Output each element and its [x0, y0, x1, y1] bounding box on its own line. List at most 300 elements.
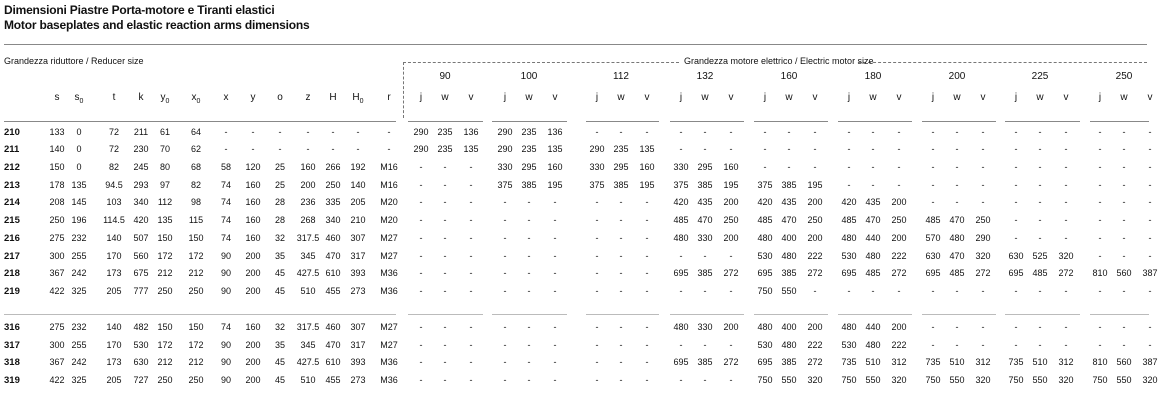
motor-cell: 420 — [757, 197, 773, 207]
motor-cell: - — [645, 233, 649, 243]
motor-cell: - — [897, 162, 901, 172]
table-cell: 250 — [188, 375, 204, 385]
motor-cell: - — [679, 144, 683, 154]
header-underline — [408, 121, 483, 122]
series-separator — [922, 314, 996, 315]
motor-cell: - — [553, 233, 557, 243]
table-cell: 242 — [71, 357, 87, 367]
motor-cell: 330 — [673, 162, 689, 172]
table-cell: 510 — [300, 375, 316, 385]
table-cell: 317 — [350, 251, 366, 261]
series-separator — [838, 314, 912, 315]
column-header: s — [54, 92, 60, 103]
table-cell: 170 — [106, 251, 122, 261]
table-cell: 212 — [188, 268, 204, 278]
table-cell: 268 — [300, 215, 316, 225]
motor-cell: 525 — [1032, 251, 1048, 261]
table-cell: 45 — [274, 268, 286, 278]
motor-cell: - — [1014, 340, 1018, 350]
motor-cell: 320 — [1058, 251, 1074, 261]
motor-cell: - — [1014, 322, 1018, 332]
motor-cell: - — [1014, 127, 1018, 137]
table-cell: 255 — [71, 251, 87, 261]
motor-cell: - — [1098, 251, 1102, 261]
motor-cell: - — [847, 180, 851, 190]
motor-cell: - — [955, 197, 959, 207]
motor-cell: - — [679, 340, 683, 350]
motor-sub-header: j — [1098, 92, 1102, 103]
table-cell: M36 — [380, 375, 398, 385]
table-cell: 777 — [133, 286, 149, 296]
table-cell: 317.5 — [296, 233, 320, 243]
motor-cell: - — [1064, 322, 1068, 332]
motor-cell: - — [1098, 286, 1102, 296]
motor-cell: - — [645, 215, 649, 225]
table-cell: 35 — [274, 340, 286, 350]
motor-cell: - — [955, 340, 959, 350]
table-cell: 325 — [71, 375, 87, 385]
motor-cell: - — [645, 268, 649, 278]
motor-cell: - — [981, 180, 985, 190]
motor-cell: - — [813, 127, 817, 137]
motor-cell: - — [1098, 162, 1102, 172]
motor-cell: 550 — [865, 375, 881, 385]
motor-cell: - — [1064, 127, 1068, 137]
table-cell: 210 — [350, 215, 366, 225]
motor-cell: - — [419, 233, 423, 243]
table-cell: M16 — [380, 162, 398, 172]
motor-cell: 435 — [781, 197, 797, 207]
table-cell: M36 — [380, 268, 398, 278]
motor-cell: 330 — [697, 233, 713, 243]
motor-cell: - — [679, 375, 683, 385]
motor-cell: 480 — [757, 233, 773, 243]
series-separator — [4, 314, 396, 315]
motor-cell: - — [1148, 251, 1152, 261]
motor-cell: 200 — [807, 233, 823, 243]
motor-cell: - — [1064, 215, 1068, 225]
motor-cell: - — [1064, 162, 1068, 172]
title-english: Motor baseplates and elastic reaction arms dimensions — [4, 18, 310, 32]
table-cell: 200 — [300, 180, 316, 190]
motor-cell: 330 — [589, 162, 605, 172]
motor-cell: - — [443, 215, 447, 225]
motor-cell: - — [729, 340, 733, 350]
motor-cell: - — [595, 251, 599, 261]
motor-bracket-left — [403, 62, 679, 63]
motor-cell: - — [931, 162, 935, 172]
motor-cell: 735 — [1008, 357, 1024, 367]
table-cell: 250 — [157, 375, 173, 385]
motor-cell: - — [595, 197, 599, 207]
table-cell: - — [387, 127, 391, 137]
table-cell: 28 — [274, 197, 286, 207]
table-cell: 510 — [300, 286, 316, 296]
motor-sub-header: j — [931, 92, 935, 103]
motor-cell: - — [871, 162, 875, 172]
motor-cell: - — [1148, 286, 1152, 296]
table-cell: 340 — [325, 215, 341, 225]
motor-group-header: 100 — [520, 71, 538, 82]
motor-cell: - — [1122, 322, 1126, 332]
motor-cell: - — [1098, 144, 1102, 154]
motor-cell: 480 — [781, 340, 797, 350]
motor-cell: 750 — [1092, 375, 1108, 385]
motor-cell: 695 — [1008, 268, 1024, 278]
motor-cell: 312 — [1058, 357, 1074, 367]
row-id: 318 — [4, 357, 20, 368]
motor-cell: - — [619, 286, 623, 296]
table-cell: - — [224, 127, 228, 137]
table-cell: 178 — [49, 180, 65, 190]
table-cell: 610 — [325, 357, 341, 367]
motor-cell: - — [1098, 340, 1102, 350]
series-separator — [754, 314, 828, 315]
motor-cell: - — [813, 162, 817, 172]
table-cell: 610 — [325, 268, 341, 278]
table-cell: 275 — [49, 233, 65, 243]
motor-cell: 385 — [613, 180, 629, 190]
column-header — [161, 92, 170, 105]
motor-sub-header: v — [468, 92, 474, 103]
motor-cell: - — [847, 162, 851, 172]
motor-cell: 272 — [891, 268, 907, 278]
motor-cell: 510 — [1032, 357, 1048, 367]
table-cell: 507 — [133, 233, 149, 243]
motor-cell: - — [813, 286, 817, 296]
motor-cell: 312 — [891, 357, 907, 367]
motor-cell: 235 — [437, 127, 453, 137]
motor-cell: 385 — [697, 268, 713, 278]
motor-cell: 250 — [723, 215, 739, 225]
motor-cell: - — [595, 375, 599, 385]
table-cell: 192 — [350, 162, 366, 172]
motor-cell: - — [981, 144, 985, 154]
table-cell: 90 — [220, 286, 232, 296]
motor-cell: 222 — [891, 251, 907, 261]
motor-cell: 135 — [639, 144, 655, 154]
table-cell: 45 — [274, 286, 286, 296]
motor-cell: - — [503, 197, 507, 207]
table-cell: 255 — [71, 340, 87, 350]
motor-cell: 320 — [891, 375, 907, 385]
motor-cell: - — [847, 286, 851, 296]
table-cell: 160 — [300, 162, 316, 172]
table-cell: 727 — [133, 375, 149, 385]
motor-cell: - — [703, 251, 707, 261]
motor-cell: 810 — [1092, 268, 1108, 278]
motor-cell: - — [1014, 233, 1018, 243]
motor-cell: 485 — [673, 215, 689, 225]
motor-sub-header: v — [1063, 92, 1069, 103]
motor-cell: - — [763, 127, 767, 137]
motor-sub-header: j — [847, 92, 851, 103]
motor-cell: 530 — [757, 340, 773, 350]
table-cell: 205 — [350, 197, 366, 207]
motor-cell: - — [787, 144, 791, 154]
table-cell: M27 — [380, 322, 398, 332]
table-cell: 307 — [350, 233, 366, 243]
motor-cell: - — [419, 375, 423, 385]
motor-cell: 295 — [697, 162, 713, 172]
motor-cell: - — [871, 180, 875, 190]
row-id: 219 — [4, 286, 20, 297]
motor-cell: - — [469, 322, 473, 332]
motor-cell: - — [595, 127, 599, 137]
motor-cell: 480 — [673, 233, 689, 243]
motor-cell: - — [703, 127, 707, 137]
motor-sub-header: j — [503, 92, 507, 103]
motor-cell: - — [1014, 144, 1018, 154]
motor-cell: - — [897, 180, 901, 190]
table-cell: 140 — [49, 144, 65, 154]
table-cell: 45 — [274, 357, 286, 367]
row-id: 211 — [4, 144, 20, 155]
header-underline — [838, 121, 912, 122]
table-cell: 82 — [190, 180, 202, 190]
table-cell: 170 — [106, 340, 122, 350]
motor-cell: - — [1148, 162, 1152, 172]
table-cell: M16 — [380, 180, 398, 190]
table-cell: 32 — [274, 322, 286, 332]
table-cell: 74 — [220, 215, 232, 225]
motor-cell: - — [931, 197, 935, 207]
header-underline — [1090, 121, 1149, 122]
table-cell: 45 — [274, 375, 286, 385]
table-cell: 135 — [71, 180, 87, 190]
motor-cell: 480 — [949, 233, 965, 243]
motor-sub-header: v — [552, 92, 558, 103]
motor-cell: - — [469, 233, 473, 243]
motor-cell: 385 — [697, 357, 713, 367]
motor-cell: 312 — [975, 357, 991, 367]
motor-cell: 222 — [807, 340, 823, 350]
motor-cell: 530 — [841, 251, 857, 261]
motor-cell: - — [645, 251, 649, 261]
motor-cell: 200 — [891, 197, 907, 207]
motor-cell: - — [645, 127, 649, 137]
column-header: t — [112, 92, 116, 103]
table-cell: 530 — [133, 340, 149, 350]
table-cell: 74 — [220, 233, 232, 243]
motor-cell: - — [469, 251, 473, 261]
motor-cell: 250 — [975, 215, 991, 225]
table-cell: M27 — [380, 251, 398, 261]
header-underline — [1005, 121, 1080, 122]
motor-cell: - — [553, 375, 557, 385]
motor-cell: 272 — [1058, 268, 1074, 278]
table-cell: 205 — [106, 375, 122, 385]
motor-cell: - — [645, 340, 649, 350]
motor-cell: - — [419, 322, 423, 332]
table-cell: 94.5 — [105, 180, 123, 190]
motor-cell: - — [469, 162, 473, 172]
motor-cell: - — [527, 215, 531, 225]
motor-cell: - — [443, 375, 447, 385]
motor-cell: - — [553, 322, 557, 332]
table-cell: 250 — [49, 215, 65, 225]
motor-cell: - — [595, 340, 599, 350]
motor-cell: - — [1038, 144, 1042, 154]
column-header: r — [387, 92, 391, 103]
motor-cell: - — [527, 375, 531, 385]
motor-cell: 560 — [1116, 268, 1132, 278]
series-separator — [408, 314, 483, 315]
motor-cell: 387 — [1142, 268, 1158, 278]
motor-cell: - — [469, 340, 473, 350]
motor-cell: - — [503, 215, 507, 225]
motor-sub-header: j — [419, 92, 423, 103]
motor-cell: 480 — [865, 340, 881, 350]
table-cell: 200 — [245, 251, 261, 261]
table-cell: 74 — [220, 197, 232, 207]
motor-cell: 810 — [1092, 357, 1108, 367]
motor-cell: 695 — [841, 268, 857, 278]
table-cell: 560 — [133, 251, 149, 261]
table-cell: 172 — [157, 251, 173, 261]
table-cell: M20 — [380, 197, 398, 207]
motor-sub-header: j — [1014, 92, 1018, 103]
motor-cell: 480 — [673, 322, 689, 332]
motor-cell: - — [955, 322, 959, 332]
motor-sub-header: w — [525, 92, 533, 103]
motor-cell: 750 — [1008, 375, 1024, 385]
motor-cell: - — [503, 286, 507, 296]
motor-cell: 750 — [757, 286, 773, 296]
table-cell: - — [251, 144, 255, 154]
motor-cell: 320 — [975, 375, 991, 385]
table-cell: - — [278, 144, 282, 154]
motor-cell: - — [679, 286, 683, 296]
motor-cell: 235 — [521, 144, 537, 154]
motor-cell: 735 — [841, 357, 857, 367]
table-cell: - — [224, 144, 228, 154]
table-cell: 70 — [159, 144, 171, 154]
motor-cell: - — [469, 357, 473, 367]
motor-cell: 375 — [757, 180, 773, 190]
motor-cell: 160 — [547, 162, 563, 172]
table-cell: - — [387, 144, 391, 154]
motor-cell: - — [553, 268, 557, 278]
motor-cell: - — [897, 286, 901, 296]
motor-cell: - — [469, 286, 473, 296]
motor-cell: - — [553, 357, 557, 367]
row-id: 215 — [4, 215, 20, 226]
table-cell: 160 — [245, 322, 261, 332]
motor-cell: 290 — [497, 127, 513, 137]
table-cell: 335 — [325, 197, 341, 207]
table-cell: 482 — [133, 322, 149, 332]
motor-cell: - — [619, 127, 623, 137]
table-cell: 345 — [300, 251, 316, 261]
motor-cell: - — [1038, 322, 1042, 332]
row-id: 217 — [4, 251, 20, 262]
motor-cell: 222 — [891, 340, 907, 350]
motor-cell: - — [443, 340, 447, 350]
column-header-visual: $y_0$ — [160, 92, 170, 105]
motor-cell: - — [595, 322, 599, 332]
motor-cell: - — [645, 197, 649, 207]
motor-cell: 385 — [781, 357, 797, 367]
motor-cell: 387 — [1142, 357, 1158, 367]
table-cell: - — [278, 127, 282, 137]
row-id: 317 — [4, 340, 20, 351]
motor-cell: 320 — [1058, 375, 1074, 385]
motor-cell: - — [503, 251, 507, 261]
motor-cell: - — [871, 127, 875, 137]
table-cell: M27 — [380, 340, 398, 350]
table-cell: 250 — [157, 286, 173, 296]
motor-cell: - — [729, 251, 733, 261]
motor-cell: 385 — [781, 180, 797, 190]
motor-cell: 295 — [521, 162, 537, 172]
motor-cell: - — [419, 340, 423, 350]
motor-sub-header: w — [869, 92, 877, 103]
table-cell: 200 — [245, 268, 261, 278]
motor-cell: 200 — [723, 322, 739, 332]
motor-cell: - — [527, 286, 531, 296]
motor-cell: 290 — [975, 233, 991, 243]
motor-cell: - — [1038, 197, 1042, 207]
motor-cell: - — [787, 127, 791, 137]
motor-cell: - — [619, 215, 623, 225]
motor-cell: 485 — [925, 215, 941, 225]
table-cell: 422 — [49, 375, 65, 385]
motor-cell: - — [443, 180, 447, 190]
column-header: y — [250, 92, 256, 103]
motor-cell: - — [443, 268, 447, 278]
motor-sub-header: w — [953, 92, 961, 103]
motor-cell: - — [1122, 215, 1126, 225]
motor-cell: - — [679, 127, 683, 137]
motor-cell: - — [871, 286, 875, 296]
motor-cell: 510 — [865, 357, 881, 367]
column-header: z — [305, 92, 311, 103]
motor-cell: - — [1064, 286, 1068, 296]
column-header: k — [138, 92, 144, 103]
table-cell: 140 — [106, 322, 122, 332]
column-header — [352, 92, 363, 105]
motor-cell: 200 — [807, 197, 823, 207]
motor-cell: 272 — [723, 357, 739, 367]
motor-cell: - — [645, 286, 649, 296]
motor-cell: - — [1038, 162, 1042, 172]
motor-sub-header: j — [763, 92, 767, 103]
motor-cell: - — [1122, 340, 1126, 350]
row-id: 216 — [4, 233, 20, 244]
motor-cell: - — [703, 144, 707, 154]
motor-cell: 290 — [497, 144, 513, 154]
motor-cell: 560 — [1116, 357, 1132, 367]
table-cell: 307 — [350, 322, 366, 332]
motor-cell: - — [1098, 197, 1102, 207]
motor-cell: - — [729, 144, 733, 154]
motor-cell: - — [813, 144, 817, 154]
motor-sub-header: v — [1147, 92, 1153, 103]
motor-cell: - — [419, 162, 423, 172]
motor-cell: - — [553, 286, 557, 296]
table-cell: 150 — [188, 233, 204, 243]
motor-cell: - — [1038, 286, 1042, 296]
motor-cell: - — [553, 340, 557, 350]
table-cell: 160 — [245, 215, 261, 225]
table-cell: M20 — [380, 215, 398, 225]
table-cell: 64 — [190, 127, 202, 137]
table-cell: - — [306, 144, 310, 154]
motor-cell: - — [419, 180, 423, 190]
motor-cell: - — [443, 251, 447, 261]
table-cell: 72 — [108, 127, 120, 137]
